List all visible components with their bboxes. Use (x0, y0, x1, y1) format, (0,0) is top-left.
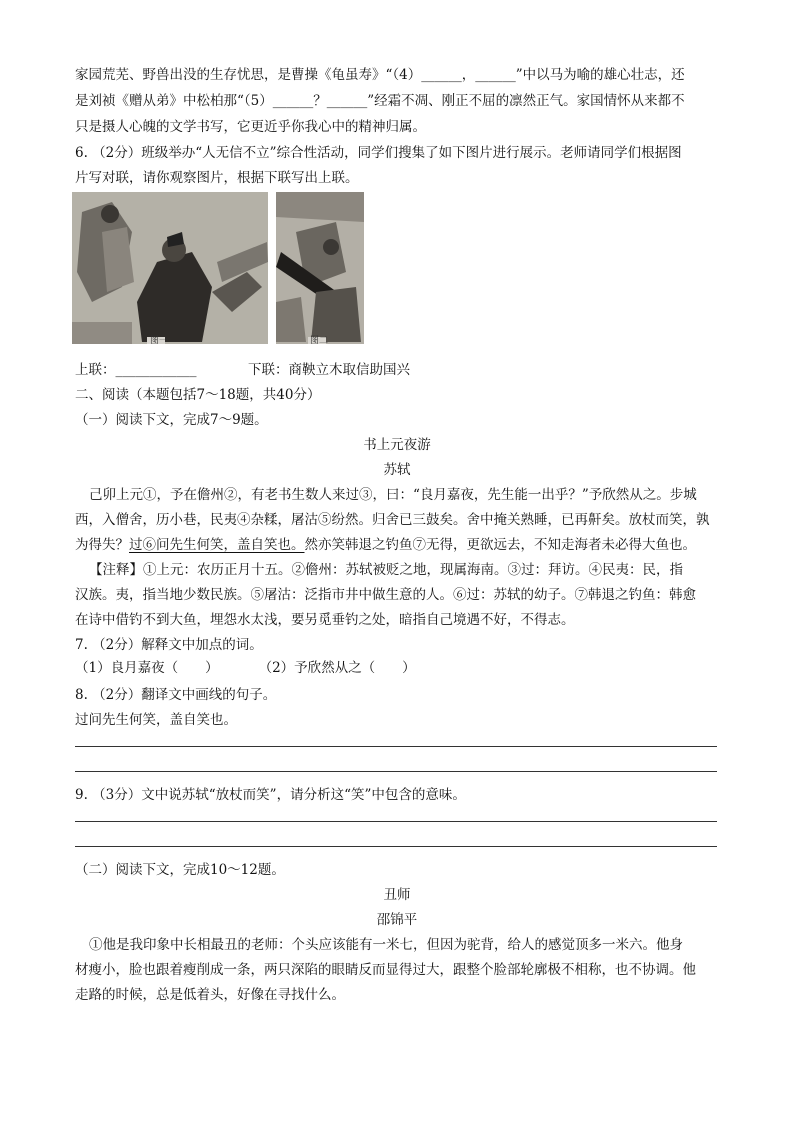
answer-line-8b[interactable] (75, 771, 717, 772)
passage-2-title: 丑师 (383, 887, 411, 903)
reading-part-2-heading: （二）阅读下文，完成10～12题。 (75, 862, 285, 878)
couplet-upper: 上联：____________ (75, 362, 197, 378)
picture-2-shang-yang (276, 192, 364, 344)
question-7-2-rest: 从之（ ） (334, 660, 416, 676)
answer-line-9a[interactable] (75, 821, 717, 822)
question-7-1-number: （1） (75, 660, 111, 676)
picture-1-caption: 图一 (150, 336, 169, 344)
passage-1-line-3-end: 然亦笑韩退之钓鱼⑦无得，更欲远去，不知走海者未必得大鱼也。 (304, 537, 696, 553)
annotation-line-1: 【注释】①上元：农历正月十五。②儋州：苏轼被贬之地，现属海南。③过：拜访。④民夷：民，指 (89, 562, 683, 578)
annotation-line-2: 汉族。夷，指当地少数民族。⑤屠沽：泛指市井中做生意的人。⑥过：苏轼的幼子。⑦韩退之钓鱼：韩愈 (75, 587, 696, 603)
passage-2-line-3: 走路的时候，总是低着头，好像在寻找什么。 (75, 987, 345, 1003)
passage-2-line-1: ①他是我印象中长相最丑的老师：个头应该能有一米七，但因为驼背，给人的感觉顶多一米六。他身 (89, 937, 683, 953)
section-2-header: 二、阅读（本题包括7～18题，共40分） (75, 387, 321, 403)
question-6-line-2: 片写对联，请你观察图片，根据下联写出上联。 (75, 170, 359, 186)
question-7-1-rest: 月嘉夜（ ） (124, 660, 219, 676)
question-8: 8. （2分）翻译文中画线的句子。 (75, 687, 277, 703)
passage-1-author: 苏轼 (383, 462, 411, 478)
passage-1-line-2: 西，入僧舍，历小巷，民夷④杂糅，屠沽⑤纷然。归舍已三鼓矣。舍中掩关熟睡，已再鼾矣。放杖而笑，孰 (75, 512, 710, 528)
question-7-1-dotted-word: 良 (110, 660, 125, 676)
answer-line-9b[interactable] (75, 846, 717, 847)
question-6-line-1: 6. （2分）班级举办“人无信不立”综合性活动，同学们搜集了如下图片进行展示。老师请同学们根据图 (75, 145, 682, 161)
passage-1-line-3 (75, 533, 725, 553)
question-7-2-dotted-word: 然 (321, 660, 335, 676)
question-7: 7. （2分）解释文中加点的词。 (75, 637, 263, 653)
passage-1-line-3-start: 为得失？ (75, 537, 129, 553)
passage-1-line-1: 己卯上元①，予在儋州②，有老书生数人来过③，曰：“良月嘉夜，先生能一出乎？”予欣然从之。步城 (89, 487, 697, 503)
picture-1-scholar (72, 192, 268, 344)
question-8-sentence: 过问先生何笑，盖自笑也。 (75, 712, 237, 728)
poem-context-line-1: 家园荒芜、野兽出没的生存忧思，是曹操《龟虽寿》“（4）______，______”中以马为喻的雄心壮志，还 (75, 67, 685, 83)
poem-context-line-3: 只是摄人心魄的文学书写，它更近乎你我心中的精神归属。 (75, 119, 426, 135)
question-7-2-start: （2）予欣 (258, 660, 322, 676)
question-7-items (75, 656, 725, 676)
passage-2-line-2: 材瘦小，脸也跟着瘦削成一条，两只深陷的眼睛反而显得过大，跟整个脸部轮廓极不相称，也不协调。他 (75, 962, 696, 978)
picture-1-illustration (72, 192, 268, 344)
annotation-line-3: 在诗中借钓不到大鱼，埋怨水太浅，要另觅垂钓之处，暗指自己境遇不好，不得志。 (75, 612, 575, 628)
passage-1-title: 书上元夜游 (363, 437, 431, 453)
answer-line-8a[interactable] (75, 746, 717, 747)
poem-context-line-2: 是刘祯《赠从弟》中松柏那“（5）______？______”经霜不凋、刚正不屈的凛然正气。家国情怀从来都不 (75, 93, 685, 109)
question-9: 9. （3分）文中说苏轼“放杖而笑”，请分析这“笑”中包含的意味。 (75, 787, 466, 803)
picture-2-caption: 图二 (310, 336, 329, 344)
reading-part-1-heading: （一）阅读下文，完成7～9题。 (75, 412, 268, 428)
couplet-lower: 下联：商鞅立木取信助国兴 (248, 362, 410, 378)
passage-2-author: 邵锦平 (376, 912, 418, 928)
picture-2-illustration (276, 192, 364, 344)
underlined-sentence: 过⑥问先生何笑，盖自笑也。 (129, 537, 305, 553)
